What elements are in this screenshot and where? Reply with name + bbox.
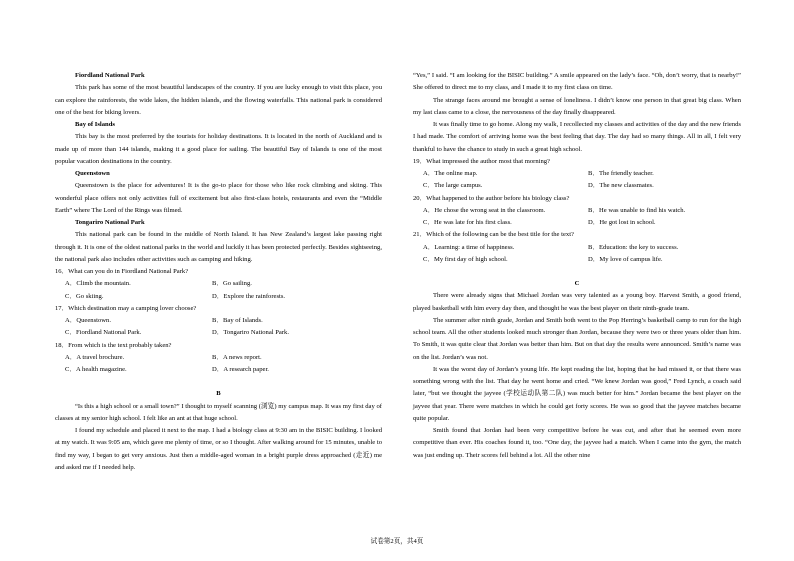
question-21-options bbox=[413, 242, 741, 267]
option[interactable]: D．A research paper. bbox=[212, 366, 269, 373]
passage-paragraph: I found my schedule and placed it next to the map. I had a biology class at 9:30 am in the BISIC building. I looked at my watch. It was 9:05 am, which gave me plenty of time, or so I thought. After walking around for 15 minutes, unable to find my way, I began to get very anxious. Just then a middle-aged woman in a bright purple dress approached (走近) me and asked me if I needed help. bbox=[55, 427, 382, 471]
option[interactable]: B．He was unable to find his watch. bbox=[588, 206, 686, 214]
option[interactable]: C．Go skiing. bbox=[65, 292, 104, 300]
question-18-options bbox=[55, 352, 382, 377]
passage-paragraph: It was the worst day of Jordan’s young life. He kept reading the list, hoping that he had missed it, or that there was something wrong with the list. That day he went home and cried. “We knew Jordan was good,” Fred Lynch, a coach said later, “but we thought the jayvee (学校运动队第二队) was much better for him.” Jordan became the best player on the jayvee that year. There were matches in which he could get forty scores. He was so good that the jayvee matches became quite popular. bbox=[413, 365, 741, 422]
section-c-label: C bbox=[574, 280, 580, 287]
option[interactable]: C．The large campus. bbox=[423, 182, 483, 190]
page-footer: 试卷第2页，共4页 bbox=[370, 538, 424, 545]
option[interactable]: B．A news report. bbox=[212, 353, 262, 361]
passage-heading: Queenstown bbox=[75, 170, 110, 177]
option[interactable]: A．A travel brochure. bbox=[65, 353, 125, 361]
option[interactable]: A．He chose the wrong seat in the classroom. bbox=[423, 206, 546, 214]
option[interactable]: B．Go sailing. bbox=[212, 280, 252, 288]
option[interactable]: C．My first day of high school. bbox=[423, 255, 508, 263]
option[interactable]: D．Tongariro National Park. bbox=[212, 329, 289, 337]
option[interactable]: A．Learning: a time of happiness. bbox=[423, 243, 515, 251]
passage-paragraph: This park has some of the most beautiful landscapes of the country. If you are lucky enough to visit this place, you can explore the rainforests, the wide lakes, the hidden islands, and the flowing waterfalls. This national park is considered one of the best for biking lovers. bbox=[55, 84, 382, 116]
option[interactable]: B．Bay of Islands. bbox=[212, 317, 263, 324]
passage-paragraph: Queenstown is the place for adventures! It is the go-to place for those who like rock climbing and skiing. This wonderful place offers not only activities full of excitement but also first-class hotels, restaurants and even the “Middle Earth” where The Lord of the Rings was filmed. bbox=[55, 182, 382, 214]
question-16: 16．What can you do in Fiordland National Park? bbox=[55, 268, 189, 275]
option[interactable]: B．The friendly teacher. bbox=[588, 170, 654, 177]
passage-paragraph: This national park can be found in the middle of North Island. It has New Zealand’s largest lake passing right through it. It is one of the oldest national parks in the world and luckily it has been protected perfectly. Besides sightseeing, the national park also includes other activities such as camping and hiking. bbox=[55, 231, 382, 263]
passage-paragraph: “Is this a high school or a small town?” I thought to myself scanning (浏览) my campus map. It was my first day of classes at my senior high school. I felt like an ant at that huge school. bbox=[55, 402, 382, 422]
right-column bbox=[413, 70, 741, 462]
left-column bbox=[55, 70, 382, 474]
option[interactable]: D．He got lost in school. bbox=[588, 219, 656, 226]
passage-paragraph: The summer after ninth grade, Jordan and Smith both went to the Pop Herring’s basketball camp to run for the high school team. All the other students looked much stronger than Jordan, because they were two or three years older than him. To Smith, it was quite clear that Jordan was better than him. But on that day the results were announced. Smith’s name was on the list. Jordan’s was not. bbox=[413, 316, 741, 361]
option[interactable]: C．He was late for his first class. bbox=[423, 219, 512, 226]
passage-paragraph: “Yes,” I said. “I am looking for the BISIC building.” A smile appeared on the lady’s face. “Oh, don’t worry, that is nearby!” She offered to direct me to my class, and I made it to my first class on time. bbox=[413, 72, 741, 92]
question-17: 17．Which destination may a camping lover choose? bbox=[55, 304, 197, 312]
question-20: 20．What happened to the author before his biology class? bbox=[413, 194, 570, 202]
option[interactable]: A．Queenstown. bbox=[65, 317, 111, 324]
question-19: 19．What impressed the author most that morning? bbox=[413, 157, 550, 165]
option[interactable]: D．My love of campus life. bbox=[588, 255, 663, 263]
section-b-label: B bbox=[216, 390, 221, 398]
passage-heading: Tongariro National Park bbox=[75, 219, 145, 226]
option[interactable]: D．The new classmates. bbox=[588, 182, 654, 190]
question-16-options bbox=[55, 278, 382, 303]
option[interactable]: A．Climb the mountain. bbox=[65, 280, 131, 288]
question-19-options bbox=[413, 168, 741, 193]
passage-paragraph: Smith found that Jordan had been very competitive before he was cut, and after that he seemed even more competitive than ever. His coaches found it, too. “One day, the jayvee had a match. When I came into the gym, the match was just ending up. Their scores fell behind a lot. All the other nine bbox=[413, 427, 741, 459]
question-17-options bbox=[55, 315, 382, 340]
option[interactable]: D．Explore the rainforests. bbox=[212, 292, 286, 300]
passage-heading: Bay of Islands bbox=[75, 121, 115, 128]
question-20-options bbox=[413, 205, 741, 230]
passage-paragraph: This bay is the most preferred by the tourists for holiday destinations. It is located in the north of Auckland and is made up of more than 144 islands, making it a good place for sailing. The beautiful Bay of Islands is one of the most popular vacation destinations in the country. bbox=[55, 133, 382, 165]
passage-heading: Fiordland National Park bbox=[75, 72, 145, 79]
passage-paragraph: It was finally time to go home. Along my walk, I recollected my classes and activities of the day and the new friends I had made. The comfort of arriving home was the best feeling that day. The day had so many things. All in all, I felt very thankful to have the chance to study in such a great high school. bbox=[413, 121, 741, 153]
passage-paragraph: The strange faces around me brought a sense of loneliness. I didn’t know one person in that great big class. When my last class came to a close, the nervousness of the day finally disappeared. bbox=[413, 96, 741, 116]
question-18: 18．From which is the text probably taken? bbox=[55, 341, 172, 349]
option[interactable]: C．Fiordland National Park. bbox=[65, 329, 142, 337]
passage-paragraph: There were already signs that Michael Jordan was very talented as a young boy. Harvest Smith, a good friend, played basketball with him every day then, and thought he was the best player on their ninth-grade team. bbox=[413, 292, 741, 312]
option[interactable]: B．Education: the key to success. bbox=[588, 243, 679, 251]
question-21: 21．Which of the following can be the best title for the text? bbox=[413, 231, 574, 239]
option[interactable]: C．A health magazine. bbox=[65, 366, 127, 373]
option[interactable]: A．The online map. bbox=[423, 170, 478, 177]
